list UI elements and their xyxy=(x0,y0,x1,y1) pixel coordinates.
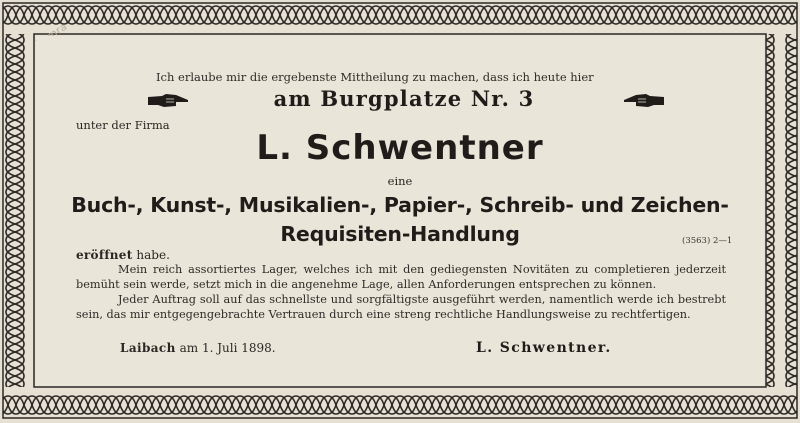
eine-text: eine xyxy=(387,174,413,188)
firma-label: unter der Firma xyxy=(76,118,170,132)
business-type-line-2: Requisiten-Handlung xyxy=(280,222,520,246)
company-name: L. Schwentner xyxy=(256,128,544,168)
date-text: am 1. Juli 1898. xyxy=(175,341,276,355)
opened-bold: eröffnet xyxy=(76,248,133,262)
paragraph-orders xyxy=(76,292,726,322)
pointing-hand-right-icon xyxy=(146,91,190,111)
location-headline: am Burgplatze Nr. 3 xyxy=(273,86,535,111)
intro-text: Ich erlaube mir die ergebenste Mittheilung zu machen, dass ich heute hier xyxy=(156,70,594,84)
opened-rest: habe. xyxy=(132,248,170,262)
paragraph-stock-text: Mein reich assortiertes Lager, welches ich mit den gediegensten Novitäten zu completieren jederzeit bemüht sein werde, setzt mich in die angenehme Lage, allen Anforderungen entsprechen zu können. xyxy=(76,263,726,291)
opened-line xyxy=(76,248,170,262)
business-type-line-1: Buch-, Kunst-, Musikalien-, Papier-, Schreib- und Zeichen- xyxy=(71,193,729,217)
paragraph-orders-text: Jeder Auftrag soll auf das schnellste und sorgfältigste ausgeführt werden, namentlich werde ich bestrebt sein, das mir entgegengebrachte Vertrauen durch eine streng rechtliche Handlungsweise zu rechtfertigen. xyxy=(76,293,726,321)
paragraph-stock xyxy=(76,262,726,292)
pointing-hand-left-icon xyxy=(622,91,666,111)
city: Laibach xyxy=(120,341,176,355)
advertisement-body xyxy=(36,36,764,386)
signature: L. Schwentner. xyxy=(476,340,612,356)
place-date xyxy=(120,341,276,355)
reference-number: (3563) 2—1 xyxy=(682,236,733,246)
